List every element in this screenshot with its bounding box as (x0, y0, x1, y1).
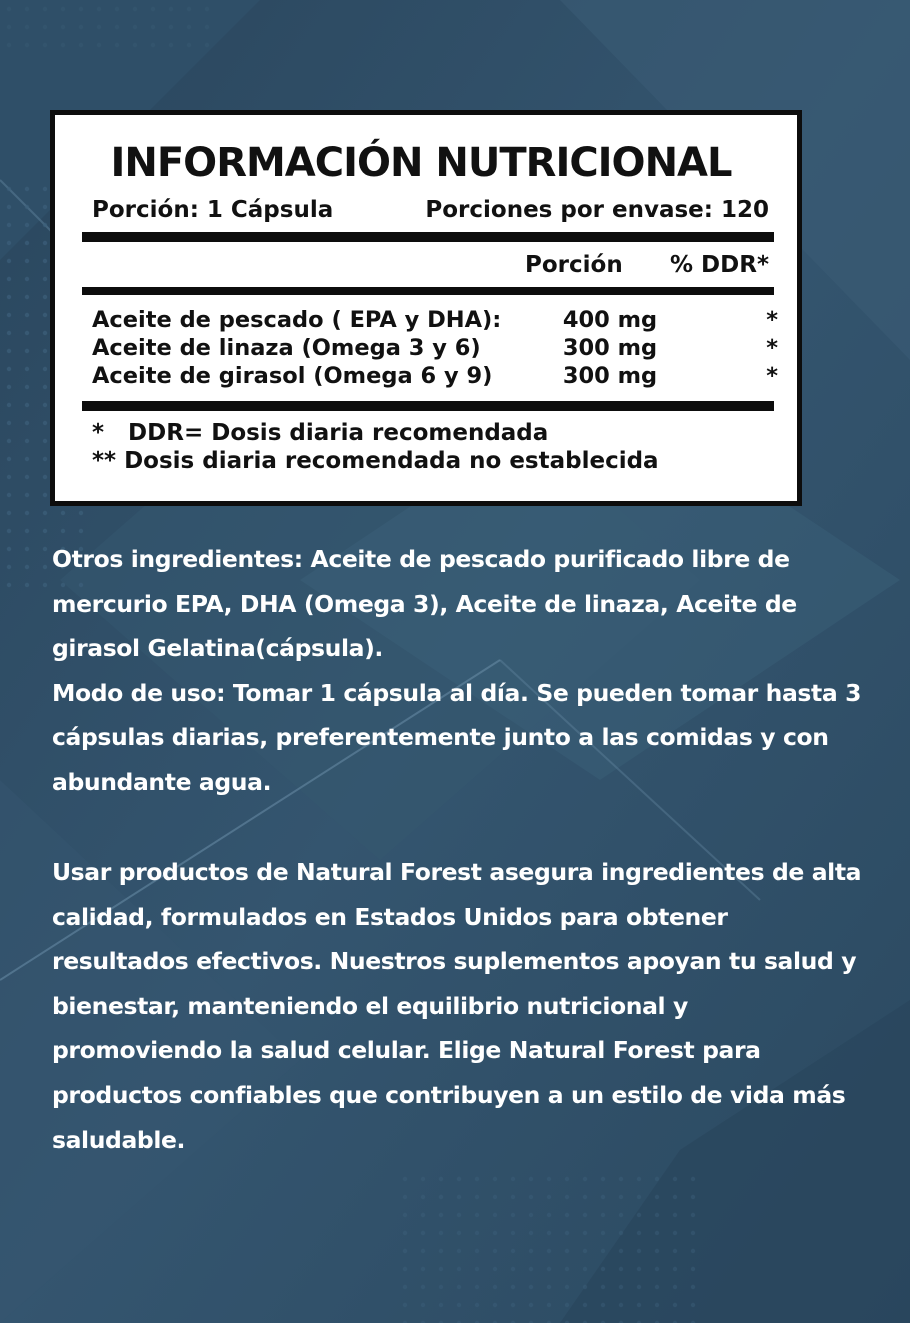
footnote: * DDR= Dosis diaria recomendada (92, 420, 549, 446)
divider-thick-middle (82, 287, 774, 295)
other-ingredients-text: Otros ingredientes: Aceite de pescado purificado libre de mercurio EPA, DHA (Omega 3), Aceite de linaza, Aceite de girasol Gelatina(cápsula). (52, 545, 797, 663)
nutrient-ddr: * (766, 363, 778, 389)
brand-description-text: Usar productos de Natural Forest asegura ingredientes de alta calidad, formulados en Estados Unidos para obtener resultados efectivos. Nuestros suplementos apoyan tu salud y bienestar, manteniendo el equilibrio nutricional y promoviendo la salud celular. Elige Natural Forest para productos confiables que contribuyen a un estilo de vida más saludable. (52, 858, 862, 1154)
divider-thick-bottom (82, 401, 774, 411)
column-header-portion: Porción (525, 252, 623, 278)
divider-thick-top (82, 232, 774, 242)
nutrient-row (92, 334, 778, 362)
nutrient-name: Aceite de girasol (Omega 6 y 9) (92, 363, 493, 389)
ingredients-usage-section (52, 537, 862, 805)
nutrient-rows (92, 306, 778, 390)
nutrient-amount: 400 mg (562, 307, 658, 333)
footnotes (92, 419, 772, 475)
nutrient-ddr: * (766, 307, 778, 333)
nutrient-name: Aceite de linaza (Omega 3 y 6) (92, 335, 481, 361)
nutrient-amount: 300 mg (562, 363, 658, 389)
nutrient-name: Aceite de pescado ( EPA y DHA): (92, 307, 502, 333)
servings-per-container: Porciones por envase: 120 (425, 197, 769, 223)
panel-title: INFORMACIÓN NUTRICIONAL (110, 140, 732, 186)
serving-info (92, 197, 769, 223)
nutrient-amount: 300 mg (562, 335, 658, 361)
nutrient-row (92, 306, 778, 334)
nutrition-facts-panel (50, 110, 802, 506)
column-header-ddr: % DDR* (670, 252, 769, 278)
brand-description-section (52, 850, 862, 1162)
nutrient-row (92, 362, 778, 390)
usage-instructions-text: Modo de uso: Tomar 1 cápsula al día. Se pueden tomar hasta 3 cápsulas diarias, preferentemente junto a las comidas y con abundante agua. (52, 678, 862, 796)
footnote: ** Dosis diaria recomendada no establecida (92, 448, 659, 474)
serving-size: Porción: 1 Cápsula (92, 197, 334, 223)
nutrient-ddr: * (766, 335, 778, 361)
